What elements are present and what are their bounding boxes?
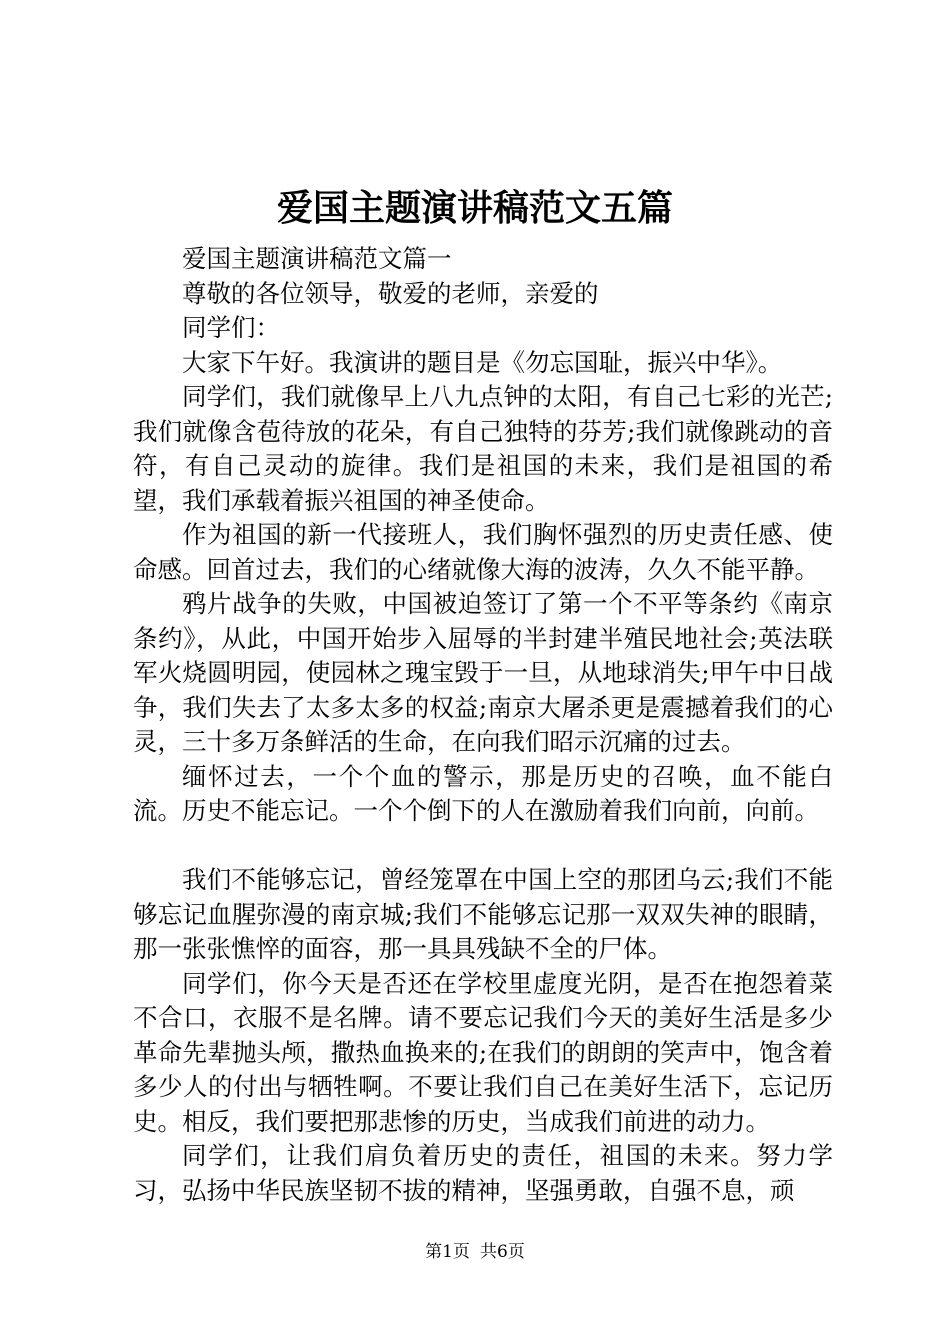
body-paragraph: 作为祖国的新一代接班人，我们胸怀强烈的历史责任感、使命感。回首过去，我们的心绪就像大海的波涛，久久不能平静。 [133, 520, 833, 584]
body-paragraph: 大家下午好。我演讲的题目是《勿忘国耻，振兴中华》。 [182, 347, 783, 377]
salutation-line: 同学们： [182, 313, 280, 342]
salutation-line: 尊敬的各位领导，敬爱的老师，亲爱的 [182, 278, 599, 308]
body-paragraph: 我们不能够忘记，曾经笼罩在中国上空的那团乌云;我们不能够忘记血腥弥漫的南京城;我们不能够忘记那一双双失神的眼睛，那一张张憔悴的面容，那一具具残缺不全的尸体。 [133, 865, 833, 963]
document-title: 爱国主题演讲稿范文五篇 [276, 187, 673, 229]
page-footer [0, 1240, 950, 1264]
body-paragraph: 同学们，你今天是否还在学校里虚度光阴，是否在抱怨着菜不合口，衣服不是名牌。请不要忘记我们今天的美好生活是多少革命先辈抛头颅，撒热血换来的;在我们的朗朗的笑声中，饱含着多少人的付出与牺牲啊。不要让我们自己在美好生活下，忘记历史。相反，我们要把那悲惨的历史，当成我们前进的动力。 [133, 968, 833, 1136]
body-paragraph: 同学们，我们就像早上八九点钟的太阳，有自己七彩的光芒;我们就像含苞待放的花朵，有自己独特的芬芳;我们就像跳动的音符，有自己灵动的旋律。我们是祖国的未来，我们是祖国的希望，我们承载着振兴祖国的神圣使命。 [133, 382, 833, 515]
paragraph-spacer [133, 829, 833, 864]
body-paragraph: 同学们，让我们肩负着历史的责任，祖国的未来。努力学习，弘扬中华民族坚韧不拔的精神，坚强勇敢，自强不息，顽 [133, 1141, 833, 1205]
body-paragraph: 鸦片战争的失败，中国被迫签订了第一个不平等条约《南京条约》，从此，中国开始步入屈辱的半封建半殖民地社会;英法联军火烧圆明园，使园林之瑰宝毁于一旦，从地球消失;甲午中日战争，我们失去了太多太多的权益;南京大屠杀更是震撼着我们的心灵，三十多万条鲜活的生命，在向我们昭示沉痛的过去。 [133, 589, 833, 756]
page-number: 第1页 [425, 1242, 470, 1262]
page-total: 共6页 [480, 1242, 525, 1262]
document-body [133, 242, 833, 1208]
section-heading: 爱国主题演讲稿范文篇一 [182, 244, 452, 273]
body-paragraph: 缅怀过去，一个个血的警示，那是历史的召唤，血不能白流。历史不能忘记。一个个倒下的人在激励着我们向前，向前。 [133, 761, 833, 825]
